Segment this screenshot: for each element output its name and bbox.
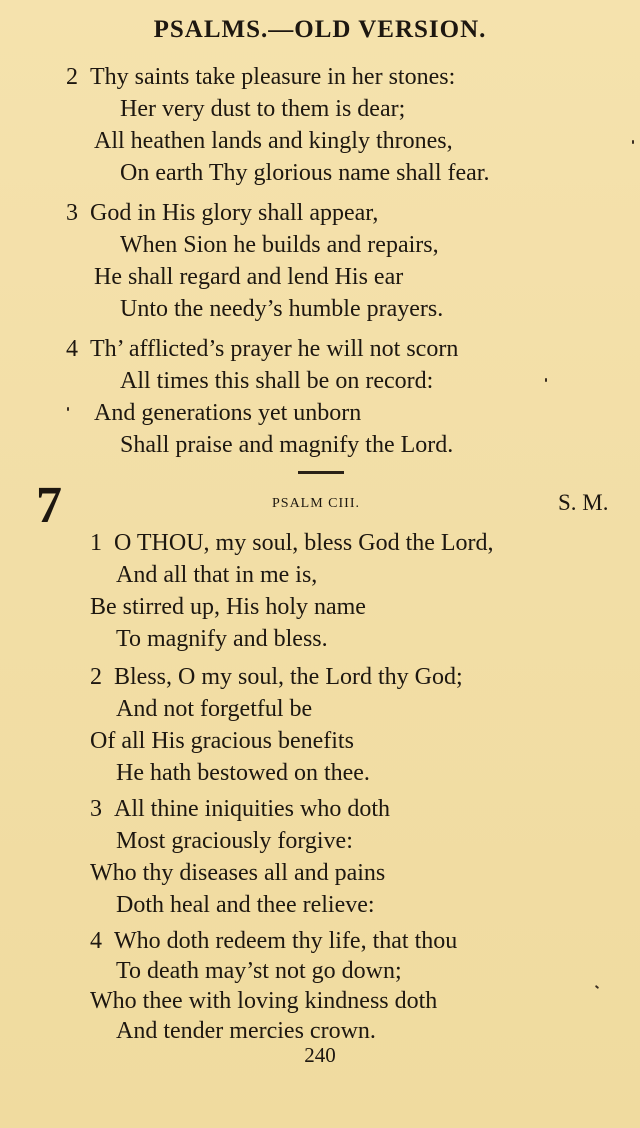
stanza-line: [90, 530, 494, 557]
stanza-line: To magnify and bless.: [116, 626, 328, 652]
stanza-number: 3: [66, 200, 78, 226]
stanza-line: Her very dust to them is dear;: [120, 96, 406, 122]
stanza-line: Who thy diseases all and pains: [90, 860, 386, 886]
stanza-number: 4: [90, 928, 102, 954]
stanza-number: 2: [66, 64, 78, 90]
stanza-line: All times this shall be on record:: [120, 368, 434, 394]
stanza-number: 4: [66, 336, 78, 362]
stanza-line: [90, 664, 463, 691]
running-header: PSALMS.—OLD VERSION.: [153, 16, 487, 43]
stanza-line: And all that in me is,: [116, 562, 318, 588]
stanza-line: Most graciously forgive:: [116, 828, 353, 854]
stanza-line: On earth Thy glorious name shall fear.: [120, 160, 490, 186]
stanza-text: Who doth redeem thy life, that thou: [114, 928, 458, 954]
page-number: 240: [304, 1043, 336, 1067]
stanza-line: Who thee with loving kindness doth: [90, 988, 438, 1014]
stanza-text: O THOU, my soul, bless God the Lord,: [114, 530, 494, 556]
stanza-text: Bless, O my soul, the Lord thy God;: [114, 664, 463, 690]
stanza-line: He shall regard and lend His ear: [94, 264, 404, 290]
stanza-line: And generations yet unborn: [94, 400, 362, 426]
stanza-line: [90, 928, 457, 955]
stanza-number: 3: [90, 796, 102, 822]
print-speck: [545, 378, 547, 382]
stanza-text: Thy saints take pleasure in her stones:: [90, 64, 456, 90]
stanza-text: God in His glory shall appear,: [90, 200, 379, 226]
stanza-line: [90, 796, 390, 823]
stanza-line: Of all His gracious benefits: [90, 728, 354, 754]
hymn-number: 7: [36, 477, 62, 534]
psalm-title: PSALM CIII.: [272, 496, 361, 511]
stanza-line: To death may’st not go down;: [116, 958, 402, 984]
stanza-line: When Sion he builds and repairs,: [120, 232, 439, 258]
stanza-line: Doth heal and thee relieve:: [116, 892, 375, 918]
stanza-text: All thine iniquities who doth: [114, 796, 390, 822]
stanza-line: He hath bestowed on thee.: [116, 760, 370, 786]
stanza-line: And not forgetful be: [116, 696, 313, 722]
stanza-line: [66, 200, 378, 227]
print-speck: [632, 140, 634, 144]
stanza-line: And tender mercies crown.: [116, 1018, 376, 1044]
section-divider: [298, 471, 344, 474]
print-speck: [67, 407, 69, 411]
stanza-line: All heathen lands and kingly thrones,: [94, 128, 453, 154]
stanza-number: 1: [90, 530, 102, 556]
stanza-number: 2: [90, 664, 102, 690]
stanza-line: Be stirred up, His holy name: [90, 594, 366, 620]
stanza-text: Th’ afflicted’s prayer he will not scorn: [90, 336, 459, 362]
meter-label: S. M.: [558, 490, 609, 515]
stanza-line: [66, 64, 455, 91]
print-speck: [595, 985, 599, 989]
stanza-line: Unto the needy’s humble prayers.: [120, 296, 444, 322]
stanza-line: [66, 336, 458, 363]
stanza-line: Shall praise and magnify the Lord.: [120, 432, 454, 458]
